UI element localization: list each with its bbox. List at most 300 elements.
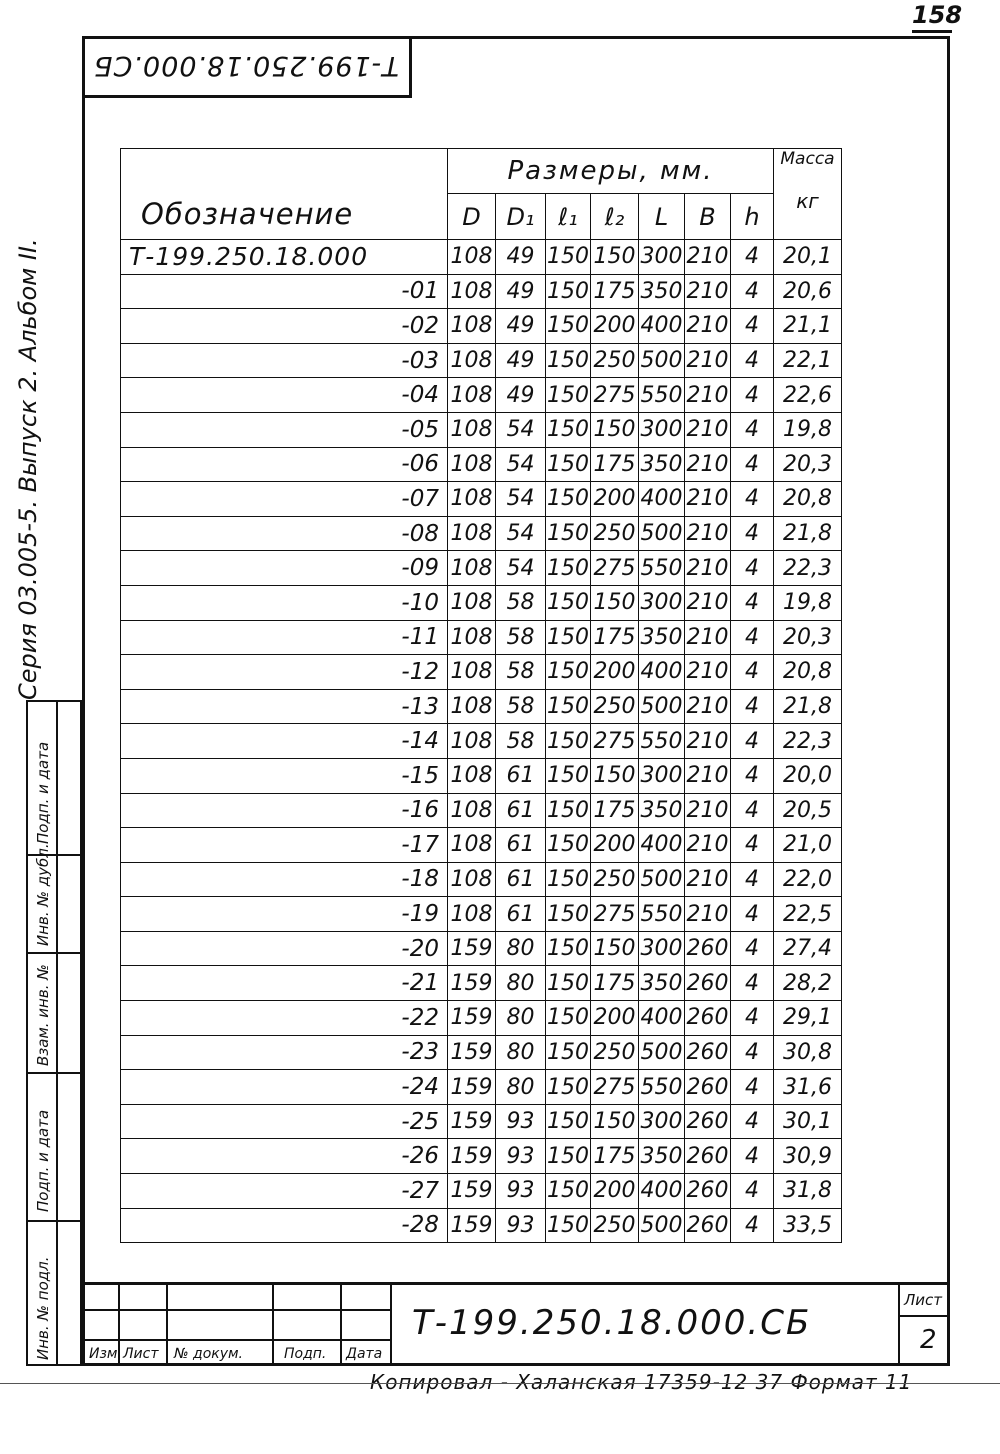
cell-h: 4 [731,1070,774,1105]
cell-l2: 175 [591,1139,639,1174]
cell-b: 210 [685,862,731,897]
document-code: Т-199.250.18.000.СБ [412,1303,812,1343]
table-row [121,1174,842,1209]
cell-d: 108 [448,274,496,309]
cell-d: 108 [448,655,496,690]
side-strip [26,700,82,1366]
cell-mass: 21,8 [774,689,842,724]
cell-l2: 250 [591,516,639,551]
cell-d1: 58 [496,689,546,724]
cell-d1: 80 [496,966,546,1001]
table-row [121,551,842,586]
cell-h: 4 [731,620,774,655]
cell-b: 210 [685,655,731,690]
strip-label-replace-inv: Взам. инв. № [34,964,52,1066]
cell-l2: 250 [591,689,639,724]
tb-line [898,1285,900,1366]
cell-d: 159 [448,1104,496,1139]
cell-l1: 150 [546,758,591,793]
tb-line [272,1285,274,1366]
cell-d: 159 [448,1174,496,1209]
row-designation: -05 [121,412,448,447]
cell-l: 550 [639,1070,685,1105]
cell-d: 108 [448,897,496,932]
cell-mass: 19,8 [774,412,842,447]
table-row [121,758,842,793]
cell-l1: 150 [546,516,591,551]
cell-l2: 250 [591,1035,639,1070]
header-mass [774,149,842,240]
cell-mass: 19,8 [774,585,842,620]
cell-l2: 275 [591,551,639,586]
cell-d: 108 [448,620,496,655]
cell-d: 159 [448,1070,496,1105]
cell-d: 108 [448,724,496,759]
cell-d1: 49 [496,240,546,275]
cell-b: 210 [685,274,731,309]
cell-mass: 28,2 [774,966,842,1001]
cell-l2: 275 [591,1070,639,1105]
header-designation: Обозначение [121,149,448,240]
cell-l: 500 [639,862,685,897]
table-row [121,828,842,863]
cell-l2: 175 [591,274,639,309]
cell-d1: 54 [496,412,546,447]
cell-l: 300 [639,240,685,275]
cell-l1: 150 [546,966,591,1001]
cell-l2: 200 [591,309,639,344]
cell-d: 108 [448,378,496,413]
header-mass-label: Масса [780,149,835,169]
cell-d: 108 [448,447,496,482]
tb-col-date: Дата [346,1346,383,1362]
cell-l2: 275 [591,378,639,413]
row-designation: Т-199.250.18.000 [121,240,448,275]
table-row [121,412,842,447]
cell-l2: 250 [591,862,639,897]
cell-l1: 150 [546,1139,591,1174]
cell-b: 260 [685,966,731,1001]
table-row [121,240,842,275]
cell-l1: 150 [546,412,591,447]
row-designation: -04 [121,378,448,413]
cell-l1: 150 [546,1208,591,1243]
cell-mass: 21,0 [774,828,842,863]
cell-d: 108 [448,343,496,378]
table-row [121,343,842,378]
cell-h: 4 [731,1208,774,1243]
cell-d: 108 [448,240,496,275]
cell-mass: 22,6 [774,378,842,413]
cell-l1: 150 [546,1070,591,1105]
cell-l2: 200 [591,482,639,517]
strip-label-sign-date-1: Подп. и дата [34,741,52,844]
cell-b: 210 [685,309,731,344]
cell-mass: 31,8 [774,1174,842,1209]
cell-l1: 150 [546,447,591,482]
tb-col-sheet: Лист [123,1346,159,1362]
tb-col-docnum: № докум. [174,1346,244,1362]
row-designation: -15 [121,758,448,793]
row-designation: -18 [121,862,448,897]
cell-l2: 175 [591,447,639,482]
cell-mass: 21,8 [774,516,842,551]
cell-d: 159 [448,1208,496,1243]
cell-b: 210 [685,412,731,447]
cell-l1: 150 [546,343,591,378]
cell-h: 4 [731,862,774,897]
cell-h: 4 [731,482,774,517]
table-row [121,931,842,966]
cell-d1: 49 [496,343,546,378]
table-row [121,1104,842,1139]
cell-l1: 150 [546,1174,591,1209]
cell-d1: 80 [496,1035,546,1070]
row-designation: -13 [121,689,448,724]
cell-l1: 150 [546,240,591,275]
cell-l1: 150 [546,620,591,655]
cell-h: 4 [731,1001,774,1036]
cell-l2: 150 [591,931,639,966]
cell-d1: 80 [496,1001,546,1036]
cell-d1: 54 [496,516,546,551]
cell-d: 159 [448,966,496,1001]
cell-b: 210 [685,447,731,482]
cell-mass: 22,3 [774,724,842,759]
row-designation: -09 [121,551,448,586]
cell-d1: 80 [496,1070,546,1105]
tb-line [340,1285,342,1366]
cell-l: 350 [639,274,685,309]
cell-h: 4 [731,516,774,551]
cell-l1: 150 [546,309,591,344]
cell-h: 4 [731,689,774,724]
cell-l1: 150 [546,482,591,517]
cell-mass: 20,5 [774,793,842,828]
cell-h: 4 [731,378,774,413]
table-row [121,966,842,1001]
header-col-D: D [448,194,496,240]
cell-d: 108 [448,689,496,724]
spec-table-wrapper [120,148,842,1243]
strip-label-dup-inv: Инв. № дубл. [34,843,52,946]
cell-l: 350 [639,620,685,655]
spec-table [120,148,842,1243]
cell-d1: 80 [496,931,546,966]
cell-b: 260 [685,1001,731,1036]
cell-b: 210 [685,758,731,793]
cell-d1: 49 [496,378,546,413]
cell-l2: 150 [591,240,639,275]
cell-h: 4 [731,724,774,759]
cell-d: 108 [448,828,496,863]
cell-d1: 61 [496,828,546,863]
cell-l2: 275 [591,897,639,932]
cell-l: 350 [639,793,685,828]
footer-note: Копировал - Халанская 17359-12 37 Формат 11 [370,1370,913,1394]
cell-l: 350 [639,966,685,1001]
cell-d: 108 [448,758,496,793]
cell-h: 4 [731,931,774,966]
cell-b: 210 [685,516,731,551]
cell-mass: 22,3 [774,551,842,586]
cell-d1: 58 [496,585,546,620]
table-row [121,862,842,897]
row-designation: -27 [121,1174,448,1209]
strip-divider [56,702,58,1364]
tb-line [390,1285,392,1366]
cell-l: 300 [639,758,685,793]
tb-col-change: Изм. [89,1346,122,1362]
cell-mass: 22,0 [774,862,842,897]
cell-d1: 54 [496,447,546,482]
cell-l2: 250 [591,1208,639,1243]
cell-b: 210 [685,585,731,620]
cell-d1: 58 [496,655,546,690]
cell-d1: 93 [496,1139,546,1174]
cell-b: 260 [685,1139,731,1174]
cell-d1: 93 [496,1208,546,1243]
table-row [121,1070,842,1105]
row-designation: -19 [121,897,448,932]
cell-d1: 61 [496,758,546,793]
header-col-B: B [685,194,731,240]
cell-b: 260 [685,1070,731,1105]
cell-b: 210 [685,897,731,932]
row-designation: -21 [121,966,448,1001]
cell-h: 4 [731,758,774,793]
tb-line [82,1339,390,1341]
cell-d1: 58 [496,620,546,655]
cell-l: 400 [639,655,685,690]
cell-l: 500 [639,689,685,724]
cell-l: 300 [639,931,685,966]
cell-d1: 58 [496,724,546,759]
cell-d1: 61 [496,862,546,897]
cell-l1: 150 [546,724,591,759]
cell-mass: 20,3 [774,447,842,482]
header-col-L: L [639,194,685,240]
cell-d1: 54 [496,482,546,517]
row-designation: -01 [121,274,448,309]
cell-mass: 21,1 [774,309,842,344]
cell-l2: 200 [591,655,639,690]
cell-l: 300 [639,412,685,447]
cell-l2: 150 [591,758,639,793]
cell-mass: 27,4 [774,931,842,966]
cell-h: 4 [731,309,774,344]
cell-d: 108 [448,412,496,447]
cell-mass: 20,8 [774,655,842,690]
cell-l: 550 [639,551,685,586]
row-designation: -20 [121,931,448,966]
cell-d: 108 [448,862,496,897]
cell-b: 210 [685,793,731,828]
tb-line [898,1315,950,1317]
table-row [121,620,842,655]
cell-b: 210 [685,551,731,586]
title-block [82,1282,950,1366]
row-designation: -22 [121,1001,448,1036]
cell-l: 400 [639,482,685,517]
row-designation: -23 [121,1035,448,1070]
cell-mass: 29,1 [774,1001,842,1036]
cell-h: 4 [731,343,774,378]
cell-h: 4 [731,274,774,309]
cell-d1: 49 [496,274,546,309]
cell-b: 210 [685,343,731,378]
cell-d1: 61 [496,897,546,932]
cell-l: 400 [639,1001,685,1036]
cell-d1: 61 [496,793,546,828]
cell-l: 550 [639,897,685,932]
cell-h: 4 [731,966,774,1001]
cell-l1: 150 [546,931,591,966]
cell-l: 550 [639,724,685,759]
cell-l2: 175 [591,966,639,1001]
cell-b: 210 [685,378,731,413]
table-row [121,724,842,759]
cell-l1: 150 [546,1035,591,1070]
cell-b: 260 [685,1208,731,1243]
cell-mass: 20,3 [774,620,842,655]
cell-l: 550 [639,378,685,413]
cell-h: 4 [731,551,774,586]
cell-d: 159 [448,931,496,966]
cell-b: 210 [685,240,731,275]
row-designation: -12 [121,655,448,690]
cell-d: 159 [448,1001,496,1036]
cell-mass: 20,6 [774,274,842,309]
cell-d: 108 [448,309,496,344]
row-designation: -07 [121,482,448,517]
cell-mass: 30,1 [774,1104,842,1139]
table-row [121,655,842,690]
cell-b: 210 [685,482,731,517]
cell-l: 500 [639,1208,685,1243]
cell-b: 260 [685,1174,731,1209]
cell-h: 4 [731,1104,774,1139]
cell-mass: 22,1 [774,343,842,378]
cell-mass: 31,6 [774,1070,842,1105]
sheet-number: 2 [920,1325,937,1355]
header-col-l1: ℓ₁ [546,194,591,240]
header-mass-unit: кг [796,189,819,213]
table-row [121,482,842,517]
cell-mass: 22,5 [774,897,842,932]
row-designation: -14 [121,724,448,759]
table-row [121,447,842,482]
cell-h: 4 [731,793,774,828]
cell-d: 108 [448,516,496,551]
header-col-h: h [731,194,774,240]
cell-l1: 150 [546,1104,591,1139]
cell-b: 210 [685,620,731,655]
table-row [121,516,842,551]
table-row [121,309,842,344]
cell-l: 350 [639,447,685,482]
cell-mass: 33,5 [774,1208,842,1243]
cell-l2: 150 [591,585,639,620]
cell-l1: 150 [546,1001,591,1036]
cell-l: 400 [639,828,685,863]
cell-l: 300 [639,585,685,620]
cell-b: 210 [685,689,731,724]
strip-line [28,1220,84,1222]
sheet-label: Лист [904,1291,943,1309]
cell-l2: 275 [591,724,639,759]
cell-l1: 150 [546,551,591,586]
cell-l1: 150 [546,655,591,690]
header-col-D1: D₁ [496,194,546,240]
cell-l: 500 [639,1035,685,1070]
cell-h: 4 [731,447,774,482]
spec-table-body [121,240,842,1243]
row-designation: -28 [121,1208,448,1243]
cell-l2: 150 [591,412,639,447]
cell-l1: 150 [546,585,591,620]
cell-b: 260 [685,1035,731,1070]
cell-h: 4 [731,1174,774,1209]
tb-line [166,1285,168,1366]
row-designation: -25 [121,1104,448,1139]
cell-l1: 150 [546,862,591,897]
table-row [121,274,842,309]
cell-d: 108 [448,482,496,517]
cell-h: 4 [731,897,774,932]
strip-label-sign-date-2: Подп. и дата [34,1109,52,1212]
row-designation: -03 [121,343,448,378]
inverted-stamp-text: Т-199.250.18.000.СБ [92,50,399,81]
page-number: 158 [912,0,952,33]
table-row [121,585,842,620]
cell-l1: 150 [546,897,591,932]
table-row [121,1139,842,1174]
cell-d: 159 [448,1139,496,1174]
row-designation: -11 [121,620,448,655]
cell-l: 400 [639,1174,685,1209]
table-row [121,897,842,932]
cell-d1: 93 [496,1174,546,1209]
cell-l1: 150 [546,378,591,413]
table-row [121,378,842,413]
table-row [121,1035,842,1070]
cell-l: 500 [639,343,685,378]
cell-mass: 30,8 [774,1035,842,1070]
cell-h: 4 [731,585,774,620]
inverted-stamp [82,36,412,98]
cell-l1: 150 [546,689,591,724]
cell-h: 4 [731,412,774,447]
cell-d: 108 [448,551,496,586]
header-col-l2: ℓ₂ [591,194,639,240]
tb-line [82,1309,390,1311]
footer-rule [0,1383,1000,1384]
cell-h: 4 [731,1139,774,1174]
cell-l: 350 [639,1139,685,1174]
cell-l: 300 [639,1104,685,1139]
table-row [121,689,842,724]
cell-d: 159 [448,1035,496,1070]
row-designation: -10 [121,585,448,620]
cell-l2: 200 [591,828,639,863]
cell-b: 210 [685,828,731,863]
cell-d1: 49 [496,309,546,344]
table-row [121,1001,842,1036]
cell-h: 4 [731,655,774,690]
row-designation: -24 [121,1070,448,1105]
strip-label-orig-inv: Инв. № подл. [34,1256,52,1360]
